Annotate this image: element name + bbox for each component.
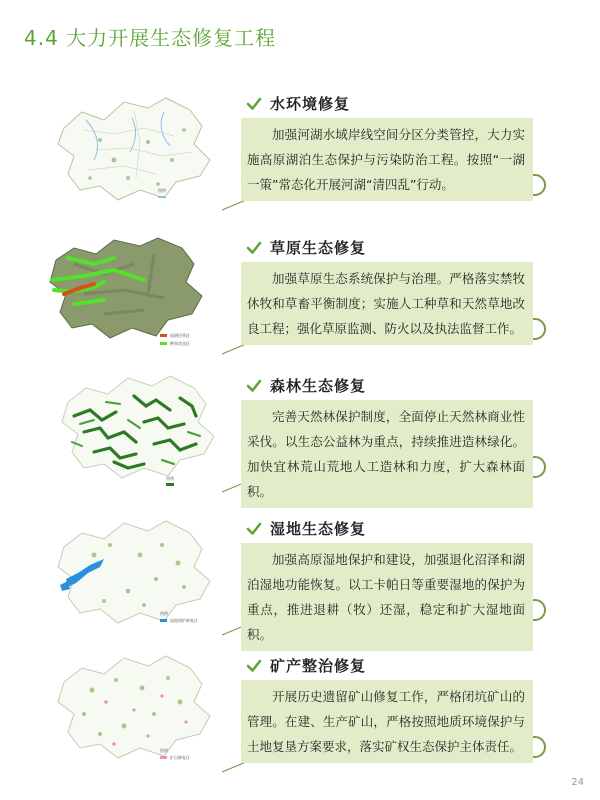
section-heading xyxy=(246,518,366,539)
map-legend-label: 图例 xyxy=(158,188,166,193)
section-title: 湿地生态修复 xyxy=(270,520,367,538)
section-heading xyxy=(246,655,366,676)
map-legend-label: 种草改良区 xyxy=(170,341,190,346)
wetland-map xyxy=(44,515,222,635)
section-water xyxy=(0,90,600,220)
water-map xyxy=(44,90,222,210)
section-heading xyxy=(246,237,366,258)
section-heading xyxy=(246,375,366,396)
section-text: 加强河湖水域岸线空间分区分类管控，大力实施高原湖泊生态保护与污染防治工程。按照“一湖一策”常态化开展河湖“清四乱”行动。 xyxy=(241,118,533,201)
section-title: 矿产整治修复 xyxy=(270,657,367,675)
section-text: 加强草原生态系统保护与治理。严格落实禁牧休牧和草畜平衡制度；实施人工种草和天然草地改良工程；强化草原监测、防火以及执法监督工作。 xyxy=(241,262,533,345)
page-title: 4.4 大力开展生态修复工程 xyxy=(24,26,277,50)
map-legend-label: 图例 xyxy=(160,611,168,616)
section-mining xyxy=(0,652,600,782)
section-text: 开展历史遗留矿山修复工作，严格闭坑矿山的管理。在建、生产矿山，严格按照地质环境保护与土地复垦方案要求，落实矿权生态保护主体责任。 xyxy=(241,680,533,763)
section-title: 森林生态修复 xyxy=(270,377,367,395)
check-icon xyxy=(246,521,262,537)
grassland-map xyxy=(44,234,222,354)
section-text: 完善天然林保护制度，全面停止天然林商业性采伐。以生态公益林为重点，持续推进造林绿化。加快宜林荒山荒地人工造林和力度，扩大森林面积。 xyxy=(241,400,533,508)
check-icon xyxy=(246,658,262,674)
map-legend-label: 湿地保护修复区 xyxy=(170,618,198,623)
section-title: 草原生态修复 xyxy=(270,239,367,257)
map-legend-label: 图例 xyxy=(166,476,174,481)
check-icon xyxy=(246,240,262,256)
map-legend-label: 图例 xyxy=(160,748,168,753)
section-forest xyxy=(0,372,600,502)
check-icon xyxy=(246,96,262,112)
section-title: 水环境修复 xyxy=(270,95,351,113)
map-legend-label: 退耕还草区 xyxy=(170,333,190,338)
section-grassland xyxy=(0,234,600,364)
section-wetland xyxy=(0,515,600,645)
forest-map xyxy=(44,372,222,492)
section-heading xyxy=(246,93,350,114)
check-icon xyxy=(246,378,262,394)
page-number: 24 xyxy=(571,777,584,788)
map-legend-label: 矿山修复区 xyxy=(170,755,190,760)
section-text: 加强高原湿地保护和建设，加强退化沼泽和湖泊湿地功能恢复。以工卡帕日等重要湿地的保护为重点，推进退耕（牧）还湿，稳定和扩大湿地面积。 xyxy=(241,543,533,651)
mining-map xyxy=(44,652,222,772)
